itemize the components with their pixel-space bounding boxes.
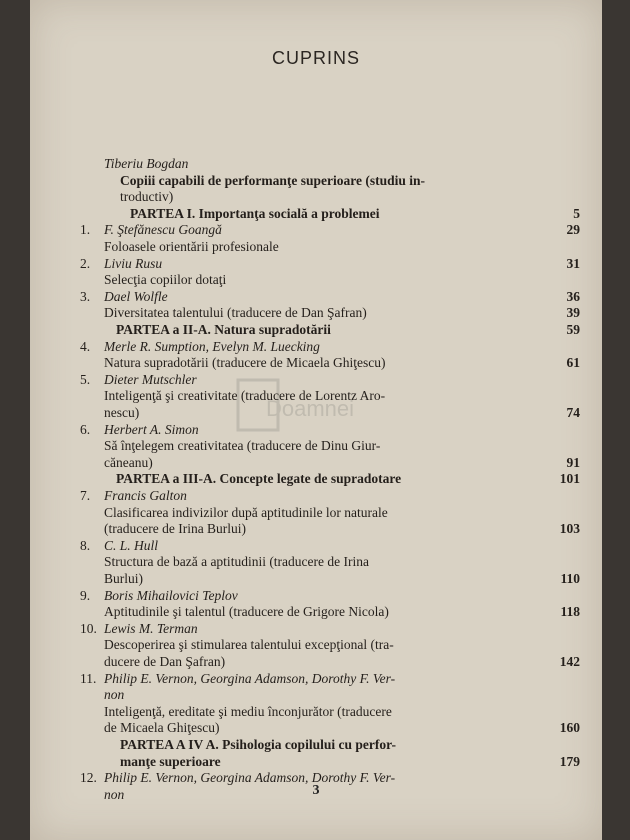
toc-row [80,487,580,504]
toc-title: Diversitatea talentului (traducere de Dan Şafran) [104,305,367,321]
toc-page-number: 61 [566,355,580,371]
toc-row [80,570,580,587]
toc-title: PARTEA A IV A. Psihologia copilului cu perfor- [120,737,397,752]
toc-entry-number: 9. [80,587,91,603]
toc-author: non [104,786,125,802]
toc-entry-number: 6. [80,421,91,437]
toc-row [80,404,580,421]
toc-entry-number: 10. [80,620,97,636]
toc-title: Inteligenţă şi creativitate (traducere de Lorentz Aro- [104,388,386,404]
toc-title: manţe superioare [120,753,221,769]
toc-row [80,686,580,703]
toc-title: Foloasele orientării profesionale [104,239,279,254]
toc-row [80,321,580,338]
toc-row [80,188,580,205]
toc-row [80,304,580,321]
toc-author: Philip E. Vernon, Georgina Adamson, Dorothy F. Ver- [104,770,396,786]
toc-page-number: 5 [573,205,580,221]
toc-author: Herbert A. Simon [104,421,199,437]
toc-title: PARTEA a II-A. Natura supradotării [116,322,331,337]
toc-row [80,719,580,736]
toc-row [80,753,580,770]
toc-row [80,470,580,487]
toc-row [80,354,580,371]
toc-row [80,271,580,288]
toc-title: PARTEA a III-A. Concepte legate de supradotare [116,471,402,487]
toc-row [80,338,580,355]
toc-author: Merle R. Sumption, Evelyn M. Luecking [104,338,320,354]
toc-title: Structura de bază a aptitudinii (traducere de Irina [104,554,369,570]
toc-page-number: 29 [566,222,580,238]
toc-row [80,255,580,272]
toc-title: PARTEA I. Importanţa socială a problemei [130,205,380,221]
toc-page-number: 39 [566,305,580,321]
toc-title: nescu) [104,405,140,420]
toc-author: Lewis M. Terman [104,620,198,636]
toc-row [80,703,580,720]
toc-author: Philip E. Vernon, Georgina Adamson, Dorothy F. Ver- [104,670,396,686]
toc-row [80,520,580,537]
toc-page-number: 36 [566,288,580,304]
toc-author: Dieter Mutschler [104,371,197,387]
toc-row [80,288,580,305]
svg-text:Doamnei: Doamnei [266,396,354,421]
toc-row [80,504,580,521]
toc-entry-number: 1. [80,222,91,238]
toc-author: Tiberiu Bogdan [104,156,189,171]
toc-page-number: 31 [566,255,580,271]
toc-row [80,221,580,238]
toc-page-number: 74 [566,405,580,420]
toc-title: Burlui) [104,571,143,586]
toc-entry-number: 8. [80,537,91,553]
toc-title: Copiii capabili de performanţe superioare (studiu in- [120,172,426,188]
toc-entry-number: 5. [80,371,91,387]
toc-title: ducere de Dan Şafran) [104,654,226,669]
toc-author: Dael Wolfle [104,288,168,304]
toc-title: (traducere de Irina Burlui) [104,521,247,537]
toc-row [80,587,580,604]
toc-author: F. Ştefănescu Goangă [104,222,222,238]
toc-title: Selecţia copiilor dotaţi [104,272,227,288]
toc-row [80,670,580,687]
toc-row [80,603,580,620]
toc-row [80,454,580,471]
toc-page-number: 142 [559,654,580,669]
toc-title: Natura supradotării (traducere de Micaela Ghiţescu) [104,355,386,371]
book-page [30,0,602,840]
toc-row [80,421,580,438]
toc-row [80,155,580,172]
toc-page-number: 91 [566,454,580,470]
toc-row [80,387,580,404]
toc-entry-number: 2. [80,255,91,271]
toc-row [80,238,580,255]
toc-title: Inteligenţă, ereditate şi mediu înconjurător (traducere [104,703,392,719]
page-number: 3 [312,783,320,798]
toc-row [80,205,580,222]
toc-page-number: 118 [560,604,580,620]
toc-row [80,653,580,670]
toc-page-number: 110 [560,571,580,586]
toc-title: Descoperirea şi stimularea talentului excepţional (tra- [104,637,394,653]
toc-title: Clasificarea indivizilor după aptitudinile lor naturale [104,504,388,520]
toc-row [80,172,580,189]
toc-page-number: 101 [559,471,580,487]
toc-entry-number: 12. [80,770,97,786]
toc-entry-number: 7. [80,488,91,503]
toc-page-number: 179 [559,753,580,769]
toc-author: Boris Mihailovici Teplov [104,587,238,603]
toc-title: Să înţelegem creativitatea (traducere de Dinu Giur- [104,438,381,454]
toc-row [80,553,580,570]
toc-author: Francis Galton [104,488,187,503]
page-title: CUPRINS [271,48,360,68]
toc-page-number: 103 [559,521,580,537]
toc-title: căneanu) [104,454,153,470]
toc-title: de Micaela Ghiţescu) [104,720,220,736]
toc-row [80,371,580,388]
toc-row [80,620,580,637]
toc-author: C. L. Hull [104,537,159,553]
toc-page-number: 59 [566,322,580,337]
toc-entry-number: 3. [80,288,91,304]
toc-author: Liviu Rusu [104,255,163,271]
toc-title: troductiv) [120,189,174,205]
toc-page-number: 160 [559,720,580,736]
toc-entry-number: 11. [80,670,97,686]
toc-row [80,437,580,454]
toc-row [80,537,580,554]
toc-row [80,636,580,653]
toc-row [80,736,580,753]
toc-entry-number: 4. [80,338,91,354]
toc-author: non [104,687,125,703]
toc-title: Aptitudinile şi talentul (traducere de Grigore Nicola) [104,604,389,620]
